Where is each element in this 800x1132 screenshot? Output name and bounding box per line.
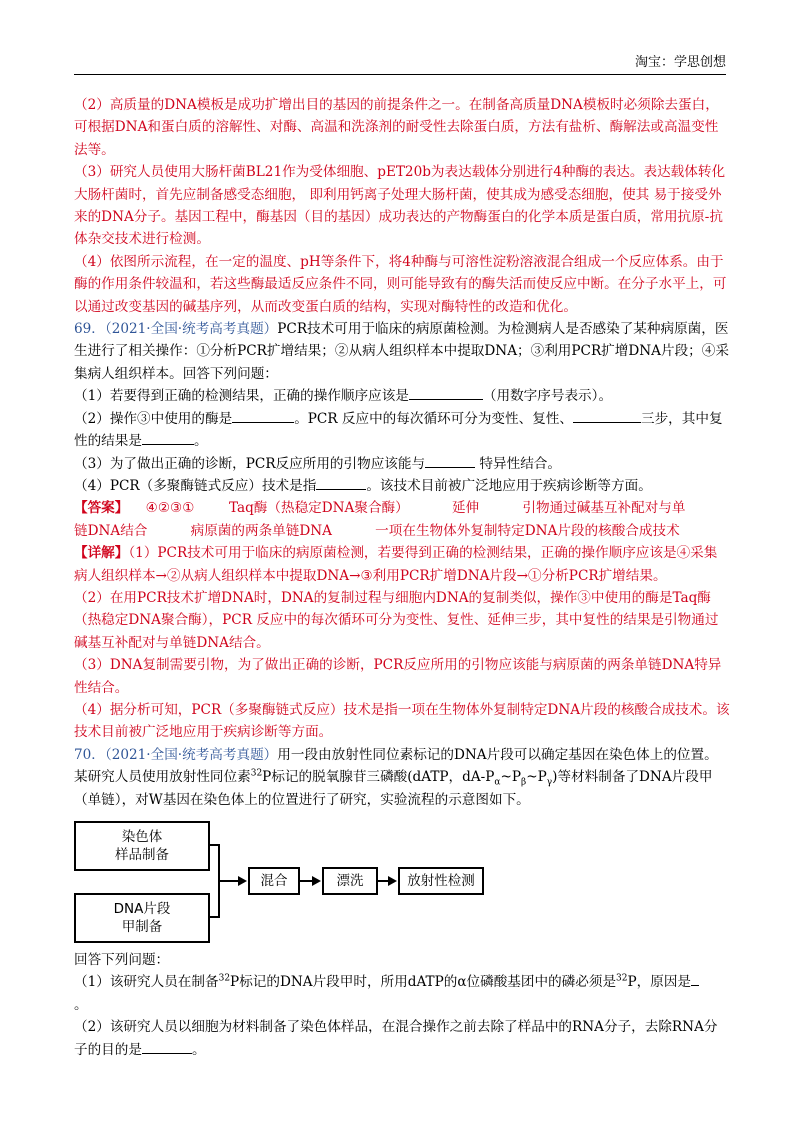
- answer-line-1: ④②③① Taq酶（热稳定DNA聚合酶） 延伸 引物通过碱基互补配对与单: [128, 500, 686, 517]
- sub3-text-end: 特异性结合。: [475, 455, 561, 472]
- sub2-text-end: 。: [193, 433, 208, 450]
- question-number: 70．: [74, 746, 105, 763]
- isotope-mass: 32: [250, 768, 263, 779]
- prev-answer-2: （2）高质量的DNA模板是成功扩增出目的基因的前提条件之一。在制备高质量DNA模板时必须除去蛋白，可根据DNA和蛋白质的溶解性、对酶、高温和洗涤剂的耐受性去除蛋白质，方法有盐析、酶解法或高温变性法等。: [74, 97, 719, 158]
- question-69-sub3: [74, 453, 730, 475]
- stem-part-3: )等材料制备了DNA片段甲（单链），对W基因在染色体上的位置进行了研究，实验流程的示意图如下。: [74, 769, 713, 808]
- mix-box: [248, 867, 300, 895]
- chromosome-sample-box: [74, 821, 210, 871]
- dna-fragment-label: DNA片段 甲制备: [113, 901, 171, 935]
- sub2-text: （2）操作③中使用的酶是: [74, 410, 233, 427]
- answer-blank[interactable]: [425, 453, 475, 468]
- answer-blank[interactable]: [142, 430, 194, 445]
- question-number: 69．: [74, 321, 105, 338]
- sub1-text-end: 。: [74, 996, 88, 1013]
- question-69-sub2: [74, 408, 730, 453]
- sub1-text-end: （用数字序号表示）。: [482, 388, 613, 405]
- question-69-detail-1: [74, 542, 730, 587]
- page-content: [74, 94, 730, 1061]
- answer-blank[interactable]: [409, 385, 483, 400]
- stem-part-2: P标记的脱氧腺苷三磷酸(dATP，dA-P: [262, 769, 495, 786]
- answer-blank[interactable]: [232, 408, 294, 423]
- arrow-right-icon: [388, 876, 397, 886]
- sub1-text: （1）该研究人员在制备: [74, 974, 219, 991]
- sub2-text-end: 。: [191, 1041, 206, 1058]
- question-69-answer-cont: [74, 520, 730, 542]
- question-69-sub4: [74, 475, 730, 497]
- answer-blank[interactable]: [691, 971, 699, 986]
- question-70-prompt: 回答下列问题：: [74, 952, 170, 968]
- isotope-mass: 32: [218, 973, 231, 984]
- sub4-text: （4）PCR（多聚酶链式反应）技术是指: [74, 477, 317, 494]
- answer-blank[interactable]: [316, 475, 366, 490]
- subscript-beta: β: [521, 777, 527, 788]
- answer-line-2: 链DNA结合 病原菌的两条单链DNA 一项在生物体外复制特定DNA片段的核酸合成技术: [74, 522, 680, 539]
- detail-text-1: （1）PCR技术可用于临床的病原菌检测，若要得到正确的检测结果，正确的操作顺序应该是④采集病人组织样本→②从病人组织样本中提取DNA→③利用PCR扩增DNA片段→①分析PCR扩增结果。: [74, 545, 718, 584]
- arrow-right-icon: [312, 876, 321, 886]
- stem-bond-1: ~P: [500, 769, 522, 786]
- sub1-text-mid2: P，原因是: [627, 974, 692, 991]
- dna-fragment-box: [74, 893, 210, 943]
- answer-blank[interactable]: [573, 408, 641, 423]
- question-70-sub1: [74, 971, 730, 1016]
- stem-bond-2: ~P: [526, 769, 547, 786]
- prev-answer-4: （4）依图所示流程，在一定的温度、pH等条件下，将4种酶与可溶性淀粉溶液混合组成一个反应体系。由于酶的作用条件较温和，若这些酶最适反应条件不同，则可能导致有的酶失活而使反应中断。在分子水平上，可以通过改变基因的碱基序列，从而改变蛋白质的结构，实现对酶特性的改造和优化。: [74, 253, 727, 315]
- question-69-answer: [74, 497, 730, 519]
- question-69-detail-3: （3）DNA复制需要引物，为了做出正确的诊断，PCR反应所用的引物应该能与病原菌的两条单链DNA特异性结合。: [74, 657, 722, 696]
- answer-blank[interactable]: [142, 1039, 192, 1054]
- question-69-detail-4: （4）据分析可知，PCR（多聚酶链式反应）技术是指一项在生物体外复制特定DNA片段的核酸合成技术。该技术目前被广泛地应用于疾病诊断等方面。: [74, 701, 730, 741]
- mix-label: 混合: [260, 873, 288, 889]
- answer-label: 【答案】: [74, 500, 129, 517]
- sub1-text-mid: P标记的DNA片段甲时，所用dATP的α位磷酸基团中的磷必须是: [230, 974, 617, 991]
- sub2-text-mid2: 三步，其中复性的结果是: [74, 410, 723, 450]
- question-70-sub2: [74, 1016, 730, 1061]
- radioactivity-detect-box: [398, 867, 484, 895]
- prev-answer-3: （3）研究人员使用大肠杆菌BL21作为受体细胞、pET20b为表达载体分别进行4种酶的表达。表达载体转化大肠杆菌时，首先应制备感受态细胞， 即利用钙离子处理大肠杆菌，使其成为感受态细胞，使其 易于接受外来的DNA分子。基因工程中，酶基因（目的基因）成功表达的产物酶蛋白的化学本质是蛋白质，常用抗原-抗体杂交技术进行检测。: [74, 164, 726, 248]
- question-70-stem: [74, 744, 730, 811]
- sub2-text: （2）该研究人员以细胞为材料制备了染色体样品，在混合操作之前去除了样品中的RNA分子，去除RNA分子的目的是: [74, 1019, 718, 1058]
- question-69-stem: [74, 318, 730, 385]
- chromosome-sample-label: 染色体 样品制备: [115, 829, 169, 863]
- experiment-flow-diagram: [74, 815, 730, 945]
- header-shop-name: 淘宝：学思创想: [634, 55, 726, 70]
- isotope-mass: 32: [616, 973, 628, 984]
- question-source: （2021·全国·统考高考真题）: [104, 746, 278, 763]
- arrow-right-icon: [238, 876, 247, 886]
- page-header: [74, 52, 726, 75]
- connector-line: [218, 880, 240, 882]
- question-stem-text: PCR技术可用于临床的病原菌检测。为检测病人是否感染了某种病原菌，医生进行了相关操作：①分析PCR扩增结果；②从病人组织样本中提取DNA；③利用PCR扩增DNA片段；④采集病人组织样本。回答下列问题：: [74, 321, 729, 382]
- sub1-text: （1）若要得到正确的检测结果，正确的操作顺序应该是: [74, 388, 409, 405]
- wash-box: [322, 867, 378, 895]
- sub4-text-end: 。该技术目前被广泛地应用于疾病诊断等方面。: [366, 477, 652, 494]
- sub2-text-mid: 。PCR 反应中的每次循环可分为变性、复性、: [294, 410, 573, 427]
- wash-label: 漂洗: [336, 873, 364, 889]
- question-source: （2021·全国·统考高考真题）: [104, 321, 278, 338]
- sub3-text: （3）为了做出正确的诊断，PCR反应所用的引物应该能与: [74, 455, 426, 472]
- stem-part-1: 用一段由放射性同位素标记的DNA片段可以确定基因在染色体上的位置。某研究人员使用放射性同位素: [74, 746, 718, 786]
- question-69-detail-2: （2）在用PCR技术扩增DNA时，DNA的复制过程与细胞内DNA的复制类似，操作③中使用的酶是Taq酶（热稳定DNA聚合酶），PCR 反应中的每次循环可分为变性、复性、延伸三步，其中复性的结果是引物通过碱基互补配对与单链DNA结合。: [74, 589, 719, 651]
- detail-label: 【详解】: [74, 545, 129, 562]
- question-69-sub1: [74, 385, 730, 407]
- radioactivity-detect-label: 放射性检测: [407, 873, 475, 889]
- subscript-alpha: α: [494, 777, 501, 788]
- subscript-gamma: γ: [546, 777, 553, 788]
